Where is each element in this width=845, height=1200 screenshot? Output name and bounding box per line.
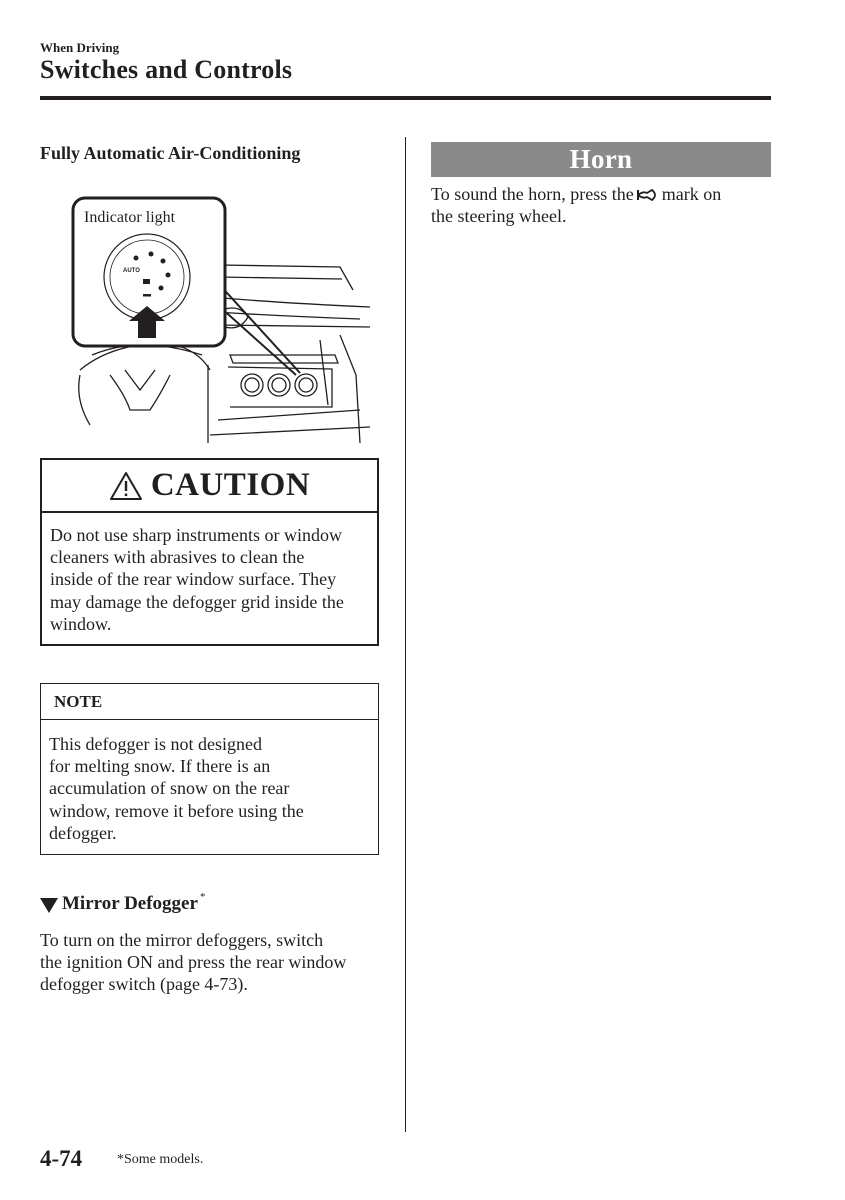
- subheading-air-conditioning: Fully Automatic Air-Conditioning: [40, 143, 301, 163]
- defogger-switch-illustration: [70, 195, 370, 443]
- note-title: NOTE: [54, 692, 103, 711]
- caution-title: CAUTION: [150, 467, 311, 503]
- mirror-line: defogger switch (page 4-73).: [40, 974, 248, 995]
- column-divider: [405, 137, 406, 1132]
- note-box: [40, 683, 379, 855]
- note-line: defogger.: [49, 822, 117, 843]
- callout-label: Indicator light: [84, 209, 176, 226]
- note-header: [41, 684, 378, 720]
- note-line: window, remove it before using the: [49, 800, 304, 821]
- horn-text: [431, 183, 776, 227]
- horn-icon: [637, 188, 659, 202]
- horn-text-after: mark on: [661, 184, 722, 204]
- dial-auto-label: AUTO: [123, 268, 140, 274]
- caution-text: [50, 524, 380, 635]
- caution-line: window.: [50, 613, 112, 634]
- note-text: [49, 733, 369, 844]
- section-label: When Driving: [40, 40, 120, 55]
- warning-triangle-icon: [109, 471, 143, 501]
- mirror-defogger-text: [40, 929, 385, 996]
- horn-line: the steering wheel.: [431, 206, 567, 227]
- page-number: 4-74: [40, 1146, 83, 1171]
- horn-text-before: To sound the horn, press the: [431, 184, 634, 204]
- horn-banner: [431, 142, 771, 177]
- triangle-bullet-icon: [40, 898, 58, 913]
- caution-line: Do not use sharp instruments or window: [50, 525, 342, 545]
- note-line: for melting snow. If there is an: [49, 756, 271, 777]
- horn-title: Horn: [569, 144, 633, 174]
- note-line: This defogger is not designed: [49, 734, 262, 754]
- caution-line: inside of the rear window surface. They: [50, 569, 337, 590]
- title-rule: [40, 96, 771, 100]
- footnote: *Some models.: [117, 1152, 204, 1167]
- mirror-defogger-title: Mirror Defogger: [62, 893, 198, 914]
- caution-box: [40, 458, 379, 646]
- some-models-asterisk: *: [199, 891, 206, 903]
- mirror-line: To turn on the mirror defoggers, switch: [40, 930, 324, 950]
- page-title: Switches and Controls: [40, 55, 293, 84]
- note-line: accumulation of snow on the rear: [49, 778, 290, 799]
- caution-line: may damage the defogger grid inside the: [50, 591, 344, 612]
- caution-line: cleaners with abrasives to clean the: [50, 547, 305, 568]
- caution-header: [42, 460, 377, 513]
- mirror-defogger-heading: [40, 893, 205, 915]
- mirror-line: the ignition ON and press the rear window: [40, 952, 347, 973]
- horn-line: [431, 183, 776, 205]
